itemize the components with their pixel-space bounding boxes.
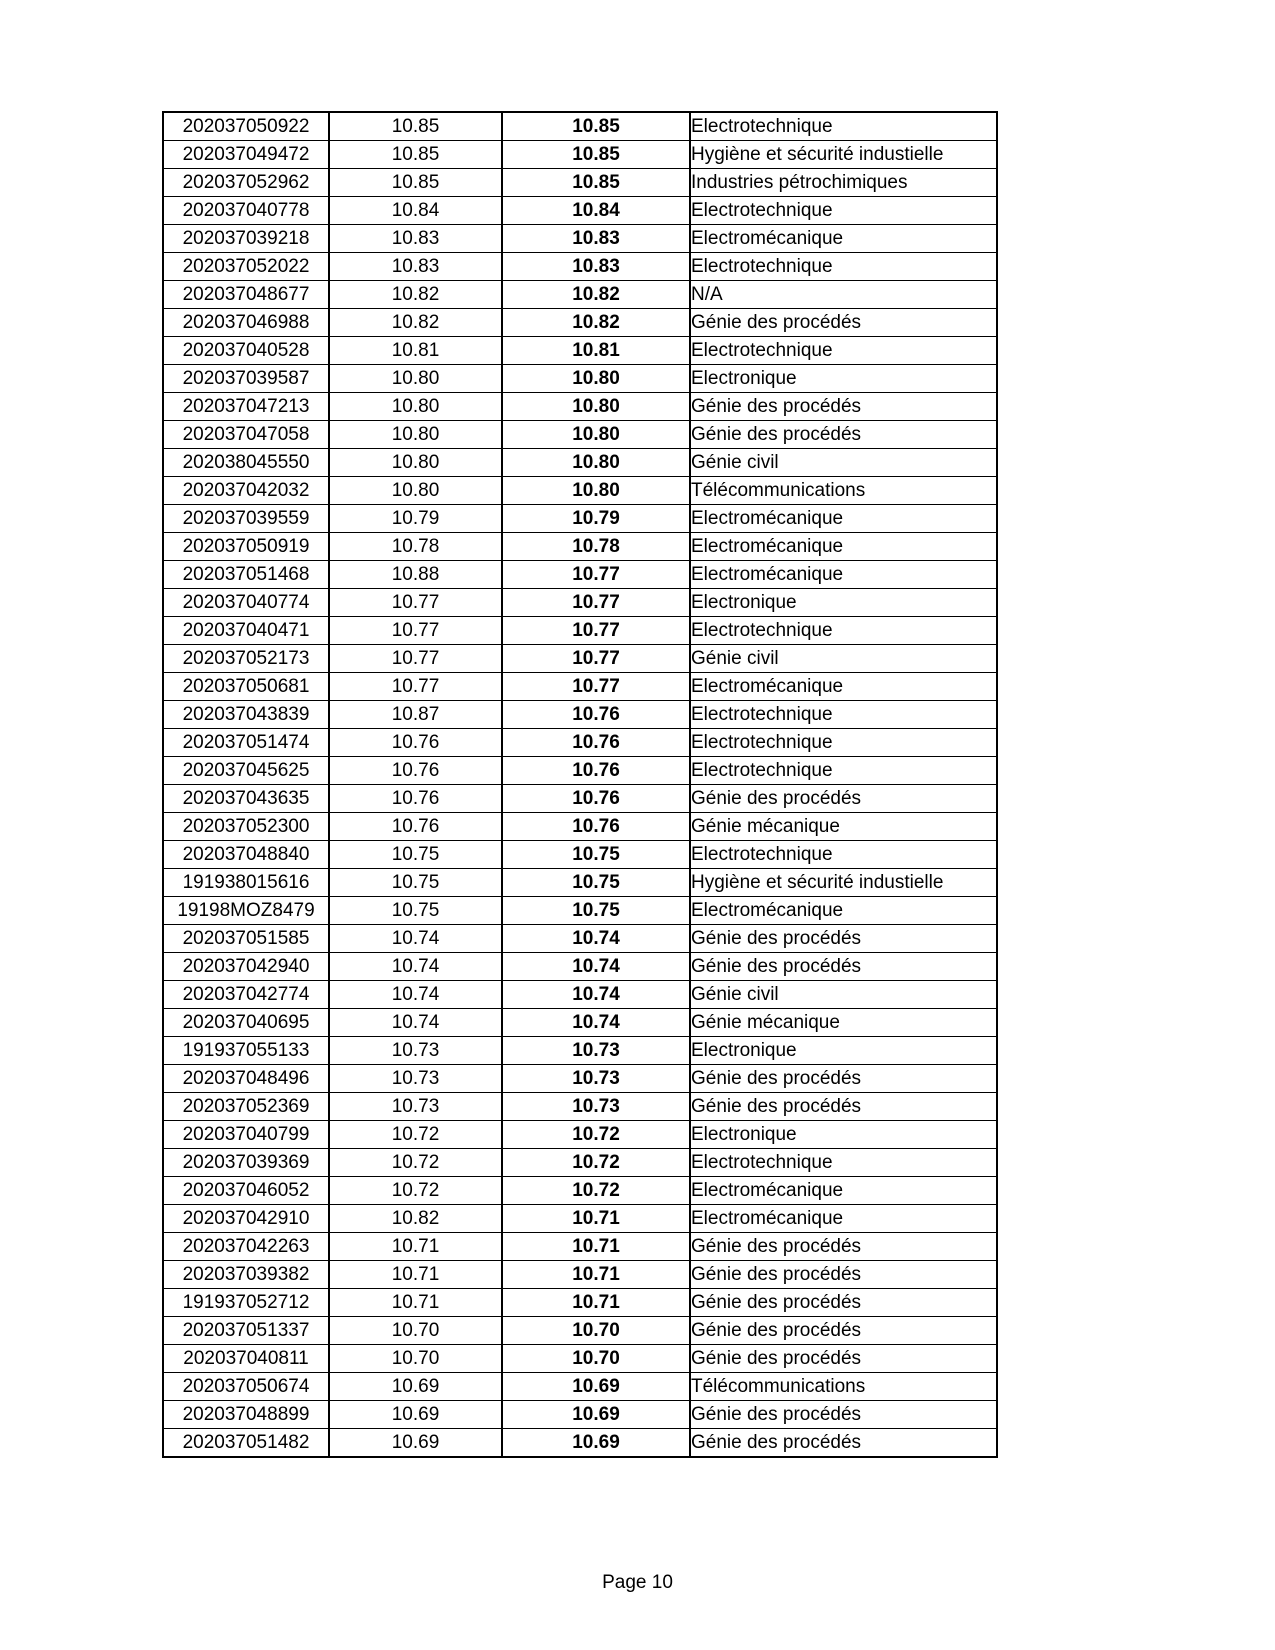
table-row	[163, 281, 997, 309]
table-row	[163, 449, 997, 477]
retained-average-cell: 10.82	[502, 309, 690, 337]
specialty-cell: Génie des procédés	[690, 309, 997, 337]
table-row	[163, 337, 997, 365]
retained-average-cell: 10.72	[502, 1177, 690, 1205]
table-row	[163, 477, 997, 505]
specialty-cell: Génie mécanique	[690, 813, 997, 841]
student-id-cell: 202037046988	[163, 309, 329, 337]
retained-average-cell: 10.80	[502, 449, 690, 477]
retained-average-cell: 10.69	[502, 1373, 690, 1401]
table-row	[163, 1429, 997, 1458]
results-table	[162, 111, 998, 1458]
average-cell: 10.77	[329, 617, 502, 645]
table-row	[163, 645, 997, 673]
retained-average-cell: 10.81	[502, 337, 690, 365]
specialty-cell: Génie des procédés	[690, 785, 997, 813]
student-id-cell: 202037042910	[163, 1205, 329, 1233]
table-row	[163, 1233, 997, 1261]
specialty-cell: Electrotechnique	[690, 1149, 997, 1177]
specialty-cell: Génie des procédés	[690, 1429, 997, 1458]
retained-average-cell: 10.77	[502, 645, 690, 673]
table-row	[163, 1093, 997, 1121]
table-row	[163, 533, 997, 561]
student-id-cell: 202037048496	[163, 1065, 329, 1093]
table-row	[163, 897, 997, 925]
student-id-cell: 202037039382	[163, 1261, 329, 1289]
table-row	[163, 785, 997, 813]
student-id-cell: 202037050922	[163, 112, 329, 141]
table-row	[163, 1121, 997, 1149]
student-id-cell: 202037047058	[163, 421, 329, 449]
retained-average-cell: 10.74	[502, 925, 690, 953]
average-cell: 10.78	[329, 533, 502, 561]
results-table-body	[163, 112, 997, 1457]
retained-average-cell: 10.77	[502, 673, 690, 701]
retained-average-cell: 10.71	[502, 1261, 690, 1289]
student-id-cell: 202037052300	[163, 813, 329, 841]
average-cell: 10.73	[329, 1065, 502, 1093]
retained-average-cell: 10.72	[502, 1149, 690, 1177]
table-row	[163, 197, 997, 225]
specialty-cell: Electromécanique	[690, 561, 997, 589]
specialty-cell: Electromécanique	[690, 673, 997, 701]
average-cell: 10.71	[329, 1261, 502, 1289]
student-id-cell: 202037040778	[163, 197, 329, 225]
specialty-cell: Electrotechnique	[690, 112, 997, 141]
student-id-cell: 202037040528	[163, 337, 329, 365]
student-id-cell: 202037045625	[163, 757, 329, 785]
table-row	[163, 505, 997, 533]
average-cell: 10.85	[329, 141, 502, 169]
retained-average-cell: 10.77	[502, 617, 690, 645]
specialty-cell: Electromécanique	[690, 1205, 997, 1233]
student-id-cell: 202037046052	[163, 1177, 329, 1205]
table-row	[163, 1037, 997, 1065]
retained-average-cell: 10.85	[502, 169, 690, 197]
specialty-cell: Génie civil	[690, 449, 997, 477]
retained-average-cell: 10.76	[502, 813, 690, 841]
student-id-cell: 202037048840	[163, 841, 329, 869]
student-id-cell: 202037039369	[163, 1149, 329, 1177]
average-cell: 10.69	[329, 1401, 502, 1429]
average-cell: 10.74	[329, 1009, 502, 1037]
student-id-cell: 202037040811	[163, 1345, 329, 1373]
table-row	[163, 561, 997, 589]
student-id-cell: 202037043839	[163, 701, 329, 729]
student-id-cell: 202037052173	[163, 645, 329, 673]
student-id-cell: 202038045550	[163, 449, 329, 477]
table-row	[163, 1345, 997, 1373]
specialty-cell: Génie des procédés	[690, 421, 997, 449]
student-id-cell: 202037050674	[163, 1373, 329, 1401]
table-row	[163, 1177, 997, 1205]
average-cell: 10.73	[329, 1093, 502, 1121]
student-id-cell: 202037042774	[163, 981, 329, 1009]
student-id-cell: 202037047213	[163, 393, 329, 421]
student-id-cell: 191938015616	[163, 869, 329, 897]
table-row	[163, 925, 997, 953]
table-row	[163, 169, 997, 197]
average-cell: 10.83	[329, 253, 502, 281]
student-id-cell: 202037040471	[163, 617, 329, 645]
average-cell: 10.69	[329, 1373, 502, 1401]
retained-average-cell: 10.85	[502, 112, 690, 141]
average-cell: 10.80	[329, 365, 502, 393]
average-cell: 10.77	[329, 645, 502, 673]
retained-average-cell: 10.71	[502, 1289, 690, 1317]
retained-average-cell: 10.75	[502, 841, 690, 869]
specialty-cell: Electrotechnique	[690, 337, 997, 365]
average-cell: 10.69	[329, 1429, 502, 1458]
average-cell: 10.80	[329, 421, 502, 449]
retained-average-cell: 10.78	[502, 533, 690, 561]
specialty-cell: Electrotechnique	[690, 757, 997, 785]
retained-average-cell: 10.73	[502, 1093, 690, 1121]
student-id-cell: 19198MOZ8479	[163, 897, 329, 925]
student-id-cell: 202037052369	[163, 1093, 329, 1121]
table-row	[163, 141, 997, 169]
table-row	[163, 813, 997, 841]
average-cell: 10.76	[329, 757, 502, 785]
specialty-cell: Hygiène et sécurité industielle	[690, 141, 997, 169]
table-row	[163, 1317, 997, 1345]
specialty-cell: Electrotechnique	[690, 253, 997, 281]
retained-average-cell: 10.77	[502, 561, 690, 589]
retained-average-cell: 10.82	[502, 281, 690, 309]
average-cell: 10.85	[329, 169, 502, 197]
average-cell: 10.74	[329, 953, 502, 981]
table-row	[163, 1289, 997, 1317]
specialty-cell: Télécommunications	[690, 477, 997, 505]
average-cell: 10.75	[329, 841, 502, 869]
specialty-cell: Génie des procédés	[690, 1233, 997, 1261]
average-cell: 10.74	[329, 981, 502, 1009]
student-id-cell: 202037049472	[163, 141, 329, 169]
average-cell: 10.80	[329, 393, 502, 421]
retained-average-cell: 10.80	[502, 365, 690, 393]
average-cell: 10.82	[329, 309, 502, 337]
retained-average-cell: 10.76	[502, 729, 690, 757]
average-cell: 10.72	[329, 1149, 502, 1177]
specialty-cell: Electrotechnique	[690, 701, 997, 729]
average-cell: 10.80	[329, 477, 502, 505]
average-cell: 10.73	[329, 1037, 502, 1065]
specialty-cell: Génie mécanique	[690, 1009, 997, 1037]
specialty-cell: Génie des procédés	[690, 1261, 997, 1289]
table-row	[163, 589, 997, 617]
student-id-cell: 202037042032	[163, 477, 329, 505]
table-row	[163, 617, 997, 645]
average-cell: 10.72	[329, 1177, 502, 1205]
table-row	[163, 1205, 997, 1233]
retained-average-cell: 10.71	[502, 1233, 690, 1261]
table-row	[163, 1261, 997, 1289]
average-cell: 10.87	[329, 701, 502, 729]
retained-average-cell: 10.73	[502, 1037, 690, 1065]
average-cell: 10.79	[329, 505, 502, 533]
student-id-cell: 202037039218	[163, 225, 329, 253]
specialty-cell: Génie des procédés	[690, 925, 997, 953]
table-row	[163, 841, 997, 869]
specialty-cell: Hygiène et sécurité industielle	[690, 869, 997, 897]
average-cell: 10.88	[329, 561, 502, 589]
average-cell: 10.82	[329, 281, 502, 309]
specialty-cell: Génie des procédés	[690, 1065, 997, 1093]
average-cell: 10.76	[329, 729, 502, 757]
retained-average-cell: 10.72	[502, 1121, 690, 1149]
student-id-cell: 202037042940	[163, 953, 329, 981]
average-cell: 10.72	[329, 1121, 502, 1149]
student-id-cell: 202037050919	[163, 533, 329, 561]
table-row	[163, 1149, 997, 1177]
specialty-cell: Electromécanique	[690, 533, 997, 561]
retained-average-cell: 10.71	[502, 1205, 690, 1233]
specialty-cell: Electrotechnique	[690, 841, 997, 869]
average-cell: 10.76	[329, 813, 502, 841]
average-cell: 10.81	[329, 337, 502, 365]
average-cell: 10.80	[329, 449, 502, 477]
average-cell: 10.75	[329, 869, 502, 897]
retained-average-cell: 10.73	[502, 1065, 690, 1093]
specialty-cell: Génie des procédés	[690, 953, 997, 981]
student-id-cell: 202037051585	[163, 925, 329, 953]
retained-average-cell: 10.69	[502, 1401, 690, 1429]
specialty-cell: Electromécanique	[690, 505, 997, 533]
student-id-cell: 202037051468	[163, 561, 329, 589]
specialty-cell: Industries pétrochimiques	[690, 169, 997, 197]
table-row	[163, 1401, 997, 1429]
student-id-cell: 191937052712	[163, 1289, 329, 1317]
specialty-cell: Electrotechnique	[690, 617, 997, 645]
table-row	[163, 112, 997, 141]
student-id-cell: 202037043635	[163, 785, 329, 813]
table-row	[163, 365, 997, 393]
specialty-cell: Génie des procédés	[690, 1289, 997, 1317]
specialty-cell: Electronique	[690, 365, 997, 393]
specialty-cell: Télécommunications	[690, 1373, 997, 1401]
page-number: Page 10	[602, 1572, 673, 1593]
average-cell: 10.76	[329, 785, 502, 813]
table-row	[163, 757, 997, 785]
specialty-cell: Génie des procédés	[690, 1345, 997, 1373]
table-row	[163, 253, 997, 281]
specialty-cell: Electromécanique	[690, 897, 997, 925]
retained-average-cell: 10.85	[502, 141, 690, 169]
average-cell: 10.70	[329, 1317, 502, 1345]
student-id-cell: 202037048899	[163, 1401, 329, 1429]
table-row	[163, 729, 997, 757]
specialty-cell: Electronique	[690, 1121, 997, 1149]
table-row	[163, 1373, 997, 1401]
average-cell: 10.77	[329, 589, 502, 617]
student-id-cell: 202037039559	[163, 505, 329, 533]
average-cell: 10.85	[329, 112, 502, 141]
retained-average-cell: 10.74	[502, 981, 690, 1009]
average-cell: 10.75	[329, 897, 502, 925]
specialty-cell: Génie civil	[690, 981, 997, 1009]
specialty-cell: Electromécanique	[690, 1177, 997, 1205]
specialty-cell: Génie des procédés	[690, 1401, 997, 1429]
average-cell: 10.83	[329, 225, 502, 253]
student-id-cell: 202037040799	[163, 1121, 329, 1149]
retained-average-cell: 10.74	[502, 1009, 690, 1037]
student-id-cell: 202037052962	[163, 169, 329, 197]
specialty-cell: Génie des procédés	[690, 1093, 997, 1121]
table-row	[163, 673, 997, 701]
student-id-cell: 202037040695	[163, 1009, 329, 1037]
retained-average-cell: 10.74	[502, 953, 690, 981]
specialty-cell: Electromécanique	[690, 225, 997, 253]
specialty-cell: Electronique	[690, 1037, 997, 1065]
student-id-cell: 202037051482	[163, 1429, 329, 1458]
retained-average-cell: 10.69	[502, 1429, 690, 1458]
average-cell: 10.84	[329, 197, 502, 225]
specialty-cell: Génie civil	[690, 645, 997, 673]
specialty-cell: Génie des procédés	[690, 393, 997, 421]
student-id-cell: 202037051474	[163, 729, 329, 757]
student-id-cell: 202037050681	[163, 673, 329, 701]
retained-average-cell: 10.83	[502, 225, 690, 253]
student-id-cell: 202037048677	[163, 281, 329, 309]
table-row	[163, 1009, 997, 1037]
student-id-cell: 202037051337	[163, 1317, 329, 1345]
retained-average-cell: 10.75	[502, 869, 690, 897]
table-row	[163, 701, 997, 729]
table-row	[163, 869, 997, 897]
average-cell: 10.71	[329, 1289, 502, 1317]
retained-average-cell: 10.83	[502, 253, 690, 281]
table-row	[163, 225, 997, 253]
retained-average-cell: 10.75	[502, 897, 690, 925]
student-id-cell: 202037042263	[163, 1233, 329, 1261]
table-row	[163, 393, 997, 421]
retained-average-cell: 10.79	[502, 505, 690, 533]
table-row	[163, 309, 997, 337]
specialty-cell: Electrotechnique	[690, 729, 997, 757]
retained-average-cell: 10.80	[502, 421, 690, 449]
average-cell: 10.77	[329, 673, 502, 701]
student-id-cell: 202037040774	[163, 589, 329, 617]
retained-average-cell: 10.76	[502, 785, 690, 813]
average-cell: 10.82	[329, 1205, 502, 1233]
table-row	[163, 981, 997, 1009]
average-cell: 10.74	[329, 925, 502, 953]
average-cell: 10.71	[329, 1233, 502, 1261]
retained-average-cell: 10.84	[502, 197, 690, 225]
student-id-cell: 202037039587	[163, 365, 329, 393]
specialty-cell: Electrotechnique	[690, 197, 997, 225]
table-row	[163, 953, 997, 981]
retained-average-cell: 10.80	[502, 393, 690, 421]
retained-average-cell: 10.76	[502, 757, 690, 785]
retained-average-cell: 10.76	[502, 701, 690, 729]
table-row	[163, 421, 997, 449]
specialty-cell: Génie des procédés	[690, 1317, 997, 1345]
average-cell: 10.70	[329, 1345, 502, 1373]
student-id-cell: 191937055133	[163, 1037, 329, 1065]
specialty-cell: Electronique	[690, 589, 997, 617]
student-id-cell: 202037052022	[163, 253, 329, 281]
retained-average-cell: 10.80	[502, 477, 690, 505]
table-row	[163, 1065, 997, 1093]
retained-average-cell: 10.70	[502, 1345, 690, 1373]
specialty-cell: N/A	[690, 281, 997, 309]
retained-average-cell: 10.77	[502, 589, 690, 617]
retained-average-cell: 10.70	[502, 1317, 690, 1345]
